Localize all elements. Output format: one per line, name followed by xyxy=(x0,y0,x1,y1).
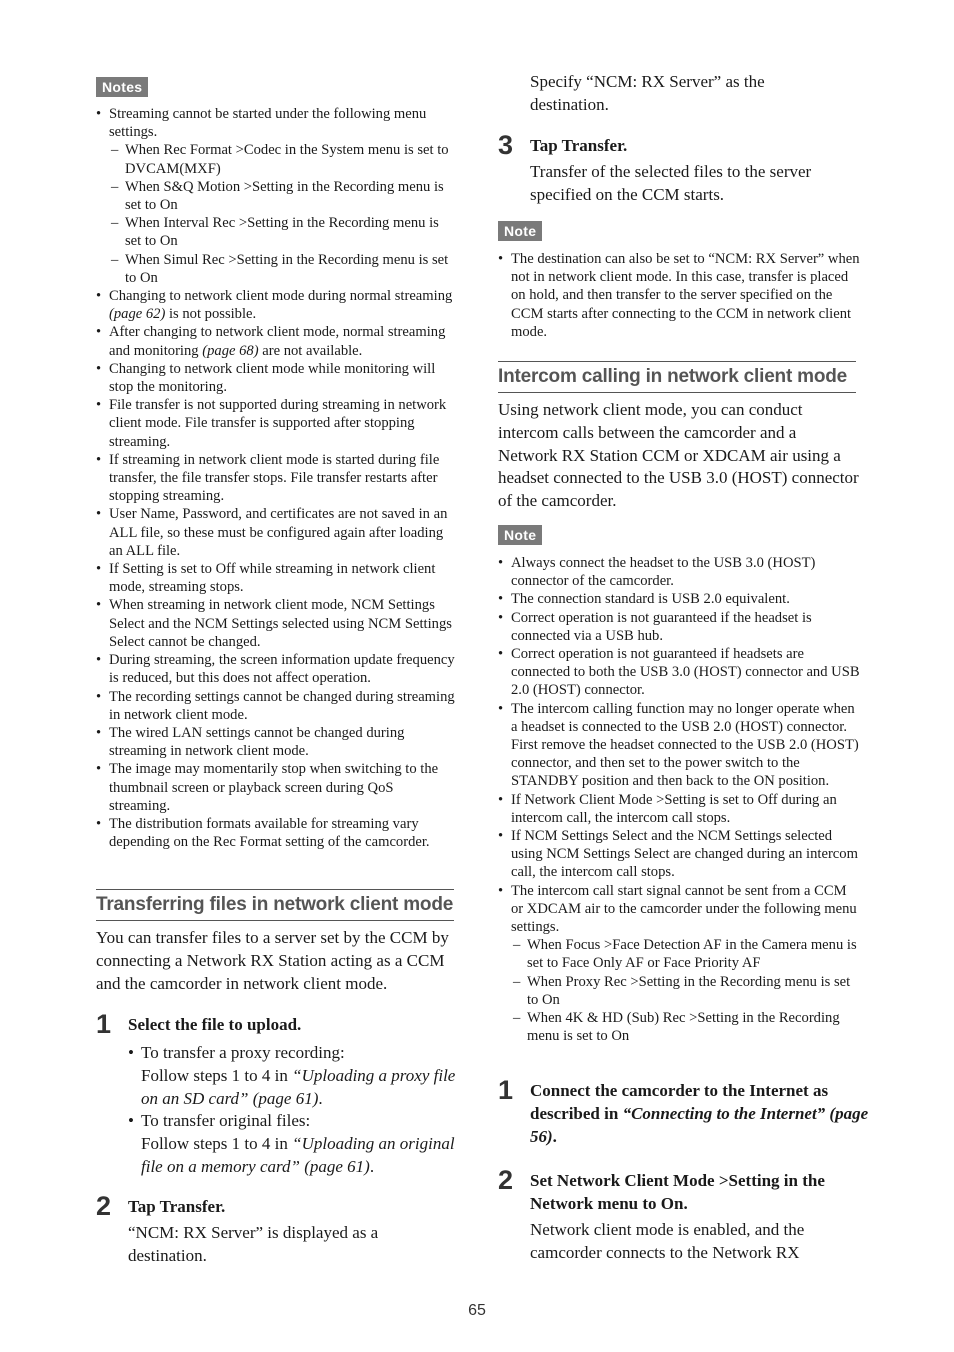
step-body: Transfer of the selected files to the server specified on the CCM starts. xyxy=(530,162,812,204)
list-item: • The recording settings cannot be changed during streaming in network client mode. xyxy=(96,688,458,724)
step-2 xyxy=(96,1193,458,1268)
list-item: • The wired LAN settings cannot be changed during streaming in network client mode. xyxy=(96,724,458,760)
page-reference[interactable]: “Connecting to the Internet” (page 56) xyxy=(530,1104,869,1146)
list-item: • The image may momentarily stop when switching to the thumbnail screen or playback screen during QoS streaming. xyxy=(96,760,458,815)
list-item: • When streaming in network client mode, NCM Settings Select and the NCM Settings selected using NCM Settings Select cannot be changed. xyxy=(96,596,458,651)
step-title: Tap Transfer. xyxy=(530,136,628,155)
section-heading: Transferring files in network client mode xyxy=(96,889,454,921)
page-number: 65 xyxy=(468,1302,486,1319)
page-reference[interactable]: (page 62) xyxy=(109,306,166,323)
note-label: Note xyxy=(498,221,542,241)
list-item: • To transfer a proxy recording: Follow steps 1 to 4 in “Uploading a proxy file on an SD card” (page 61). xyxy=(128,1042,458,1110)
list-item: – When Focus >Face Detection AF in the Camera menu is set to Face Only AF or Face Priority AF xyxy=(511,936,860,972)
list-item: • To transfer original files: Follow steps 1 to 4 in “Uploading an original file on a memory card” (page 61). xyxy=(128,1110,458,1178)
list-item: • Correct operation is not guaranteed if the headset is connected via a USB hub. xyxy=(498,609,860,645)
step-body: “NCM: RX Server” is displayed as a destination. xyxy=(128,1223,379,1265)
list-item: • The intercom calling function may no longer operate when a headset is connected to the USB 2.0 (HOST) connector. First remove the headset connected to the USB 2.0 (HOST) connector, and then set to the power switch to the STANDBY position and then back to the ON position. xyxy=(498,700,860,791)
list-item: – When Interval Rec >Setting in the Recording menu is set to On xyxy=(109,214,458,250)
list-item: • The connection standard is USB 2.0 equivalent. xyxy=(498,590,860,608)
step-title: Select the file to upload. xyxy=(128,1015,302,1034)
step-number: 1 xyxy=(498,1075,514,1105)
step-title: Tap Transfer. xyxy=(128,1197,226,1216)
step-2 xyxy=(498,1167,870,1265)
step-number: 2 xyxy=(498,1165,514,1195)
list-item: – When Proxy Rec >Setting in the Recording menu is set to On xyxy=(511,973,860,1009)
list-item: – When 4K & HD (Sub) Rec >Setting in the Recording menu is set to On xyxy=(511,1009,860,1045)
note-label: Note xyxy=(498,525,542,545)
section-intro: Using network client mode, you can conduct intercom calls between the camcorder and a Network RX Station CCM or XDCAM air using a headset connected to the USB 3.0 (HOST) connector of the camcorder. xyxy=(498,400,859,511)
list-item: • Always connect the headset to the USB 3.0 (HOST) connector of the camcorder. xyxy=(498,554,860,590)
step-1 xyxy=(498,1077,880,1148)
notes-label: Notes xyxy=(96,77,148,97)
list-item: • Correct operation is not guaranteed if headsets are connected to both the USB 3.0 (HOST) connector and USB 2.0 (HOST) connector. xyxy=(498,645,860,700)
list-item: • During streaming, the screen information update frequency is reduced, but this does not affect operation. xyxy=(96,651,458,687)
list-item: • User Name, Password, and certificates are not saved in an ALL file, so these must be configured again after loading an ALL file. xyxy=(96,505,458,560)
list-item: • Changing to network client mode while monitoring will stop the monitoring. xyxy=(96,360,458,396)
list-item: • File transfer is not supported during streaming in network client mode. File transfer is supported after stopping streaming. xyxy=(96,396,458,451)
step-1 xyxy=(96,1011,458,1179)
step-number: 2 xyxy=(96,1191,112,1221)
step-number: 1 xyxy=(96,1009,112,1039)
section-intro: You can transfer files to a server set by the CCM by connecting a Network RX Station acting as a CCM and the camcorder in network client mode. xyxy=(96,928,449,993)
note-list xyxy=(498,554,860,1045)
step-body: Network client mode is enabled, and the camcorder connects to the Network RX xyxy=(530,1220,805,1262)
step-title: Set Network Client Mode >Setting in the Network menu to On. xyxy=(530,1171,825,1213)
step-3 xyxy=(498,132,870,207)
notes-list xyxy=(96,105,458,851)
section-heading: Intercom calling in network client mode xyxy=(498,361,856,393)
list-item: – When Rec Format >Codec in the System menu is set to DVCAM(MXF) xyxy=(109,141,458,177)
menu-settings-list xyxy=(109,141,458,287)
list-item: • Streaming cannot be started under the following menu settings. – When Rec Format >Codec in the System menu is set to DVCAM(MXF) – When S&Q Motion >Setting in the Recording menu is set to On – When Interval Rec >Setting in the Recording menu is set to On – When Simul Rec >Setting in the Recording menu is set to On xyxy=(96,105,458,287)
list-item: • Changing to network client mode during normal streaming (page 62) is not possible. xyxy=(96,287,458,323)
note-list xyxy=(498,250,860,341)
step-number: 3 xyxy=(498,130,514,160)
step-title: Connect the camcorder to the Internet as described in “Connecting to the Internet” (page 56). xyxy=(530,1081,869,1146)
list-item: – When S&Q Motion >Setting in the Recording menu is set to On xyxy=(109,178,458,214)
list-item: • If streaming in network client mode is started during file transfer, the file transfer stops. File transfer restarts after stopping streaming. xyxy=(96,451,458,506)
list-item: – When Simul Rec >Setting in the Recording menu is set to On xyxy=(109,251,458,287)
menu-settings-list xyxy=(511,936,860,1045)
list-item: • The destination can also be set to “NCM: RX Server” when not in network client mode. In this case, transfer is placed on hold, and then transfer to the server specified on the CCM starts after connecting to the CCM in network client mode. xyxy=(498,250,860,341)
step-bullets xyxy=(128,1042,458,1179)
page-reference[interactable]: “Uploading a proxy file on an SD card” (page 61) xyxy=(141,1065,456,1108)
list-item: • After changing to network client mode, normal streaming and monitoring (page 68) are not available. xyxy=(96,323,458,359)
list-item: • The distribution formats available for streaming vary depending on the Rec Format setting of the camcorder. xyxy=(96,815,458,851)
list-item: • If Network Client Mode >Setting is set to Off during an intercom call, the intercom call stops. xyxy=(498,791,860,827)
page-reference[interactable]: (page 68) xyxy=(202,342,259,359)
list-item: • The intercom call start signal cannot be sent from a CCM or XDCAM air to the camcorder under the following menu settings. – When Focus >Face Detection AF in the Camera menu is set to Face Only AF or Face Priority AF – When Proxy Rec >Setting in the Recording menu is set to On – When 4K & HD (Sub) Rec >Setting in the Recording menu is set to On xyxy=(498,882,860,1046)
page-reference[interactable]: “Uploading an original file on a memory card” (page 61) xyxy=(141,1134,455,1176)
list-item: • If NCM Settings Select and the NCM Settings selected using NCM Settings Select are changed during an intercom call, the intercom call stops. xyxy=(498,827,860,882)
continued-text: Specify “NCM: RX Server” as the destination. xyxy=(530,72,765,114)
list-item: • If Setting is set to Off while streaming in network client mode, streaming stops. xyxy=(96,560,458,596)
